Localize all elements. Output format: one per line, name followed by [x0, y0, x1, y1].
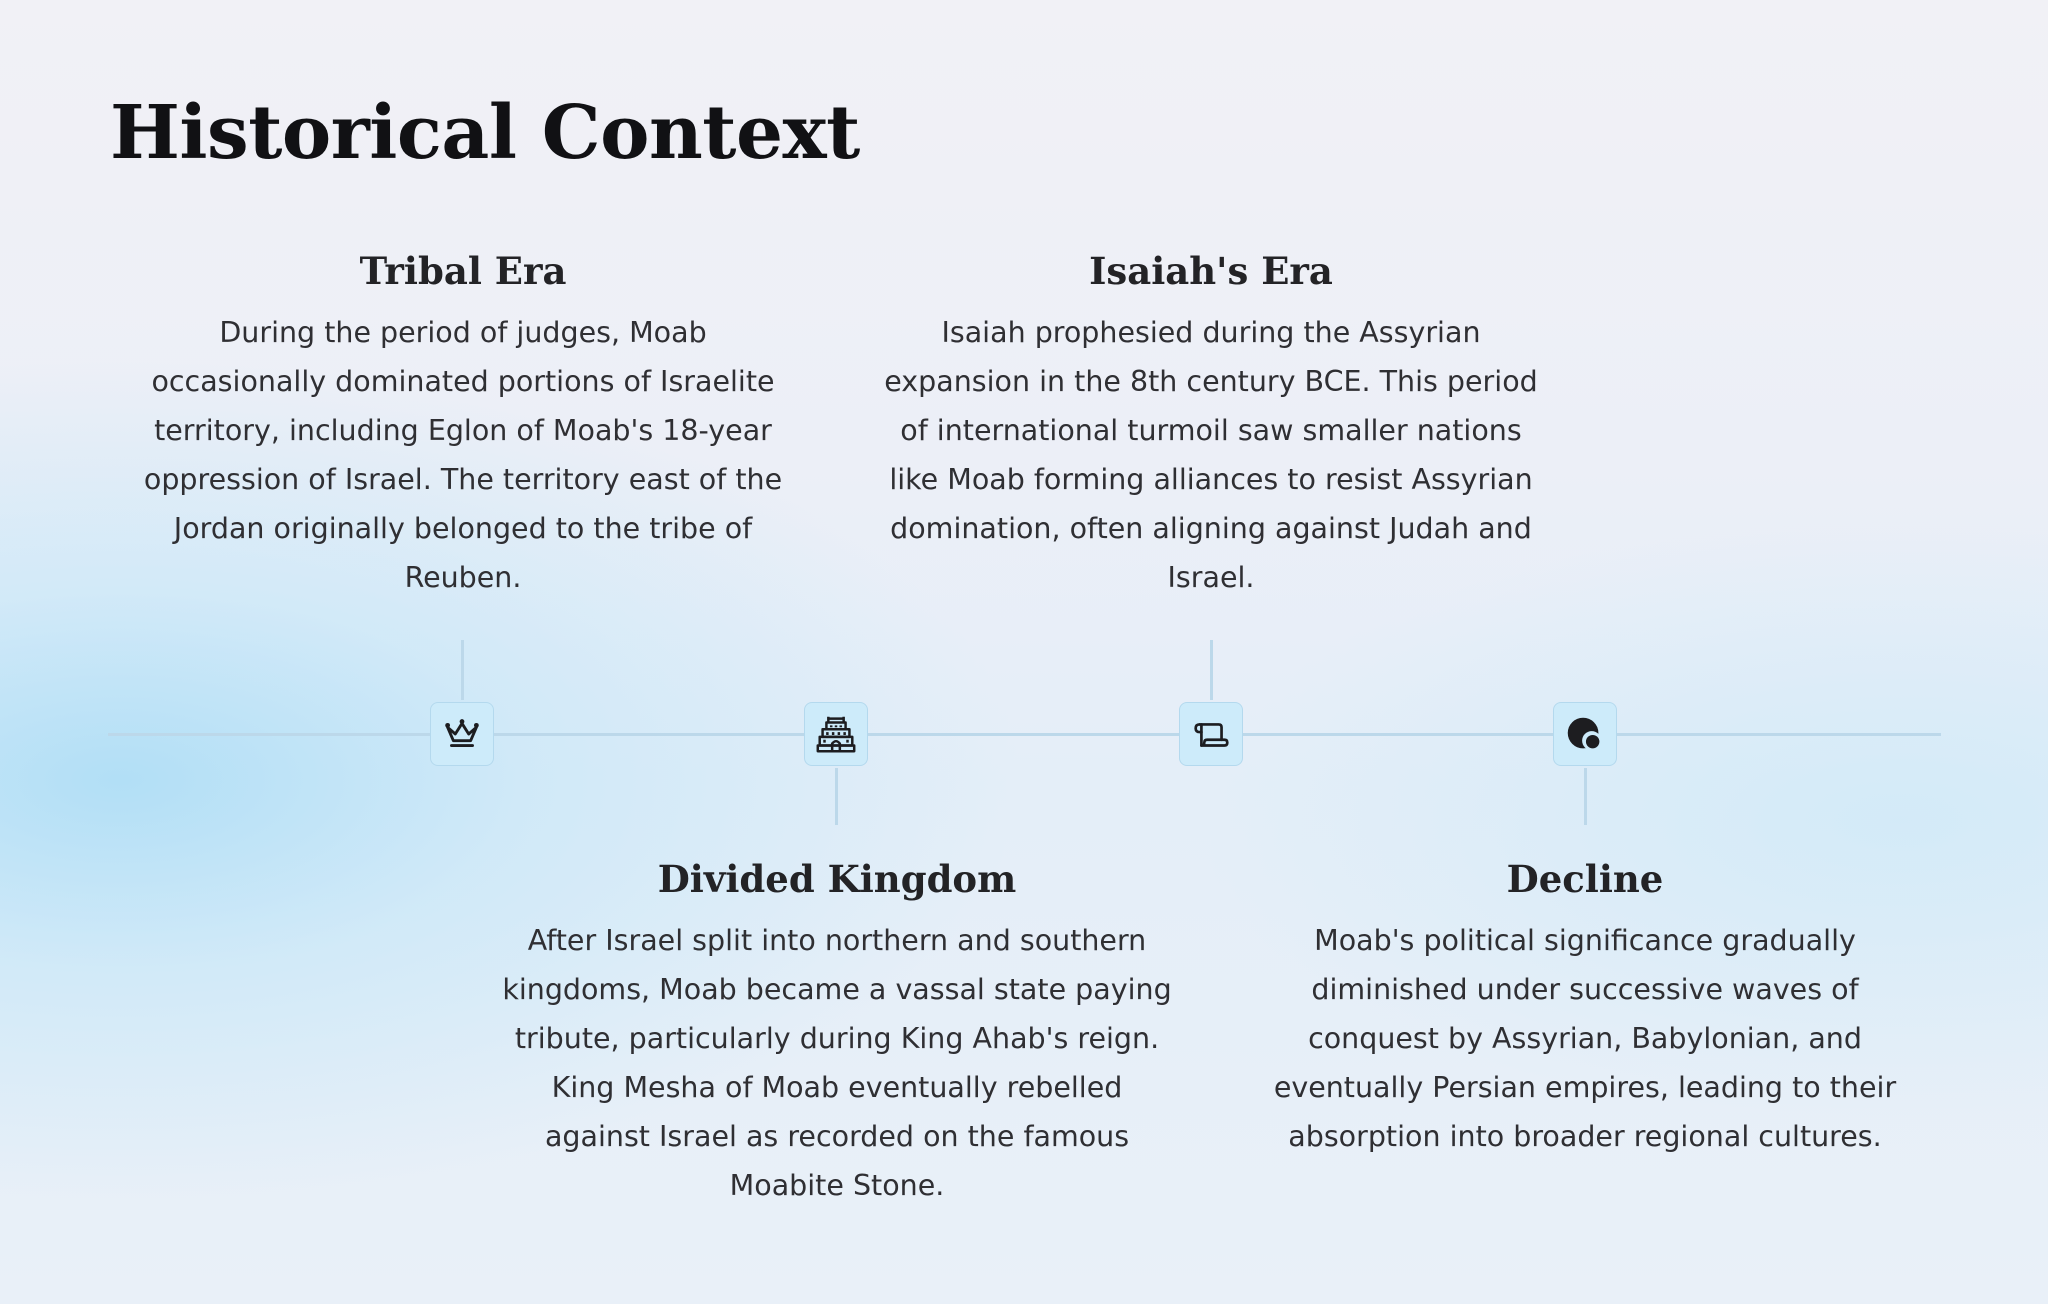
connector-decline: [1584, 768, 1587, 825]
marker-tribal-era[interactable]: [430, 702, 494, 766]
event-divided-kingdom: [502, 854, 1172, 1210]
event-description: After Israel split into northern and southern kingdoms, Moab became a vassal state paying tribute, particularly during King Ahab's reign. King Mesha of Moab eventually rebelled against Israel as recorded on the famous Moabite Stone.: [502, 924, 1172, 1202]
event-title: Decline: [1506, 857, 1664, 901]
crown-icon: [439, 711, 485, 757]
connector-isaiahs-era: [1210, 640, 1213, 700]
event-title: Isaiah's Era: [1089, 249, 1333, 293]
temple-icon: [813, 711, 859, 757]
scroll-icon: [1188, 711, 1234, 757]
event-title: Tribal Era: [359, 249, 567, 293]
eclipse-icon: [1562, 711, 1608, 757]
event-description: Moab's political significance gradually diminished under successive waves of conquest by Assyrian, Babylonian, and eventually Persian empires, leading to their absorption into broader regional cultures.: [1273, 924, 1897, 1153]
marker-divided-kingdom[interactable]: [804, 702, 868, 766]
connector-divided-kingdom: [835, 768, 838, 825]
event-description: Isaiah prophesied during the Assyrian expansion in the 8th century BCE. This period of international turmoil saw smaller nations like Moab forming alliances to resist Assyrian domination, often aligning against Judah and Israel.: [884, 316, 1538, 594]
timeline-axis: [108, 733, 1941, 736]
connector-tribal-era: [461, 640, 464, 700]
event-tribal-era: [128, 246, 798, 602]
page-title: Historical Context: [110, 90, 860, 176]
event-isaiahs-era: [876, 246, 1546, 602]
event-decline: [1250, 854, 1920, 1161]
event-title: Divided Kingdom: [657, 857, 1017, 901]
marker-isaiahs-era[interactable]: [1179, 702, 1243, 766]
event-description: During the period of judges, Moab occasionally dominated portions of Israelite territory, including Eglon of Moab's 18-year oppression of Israel. The territory east of the Jordan originally belonged to the tribe of Reuben.: [143, 316, 783, 594]
marker-decline[interactable]: [1553, 702, 1617, 766]
